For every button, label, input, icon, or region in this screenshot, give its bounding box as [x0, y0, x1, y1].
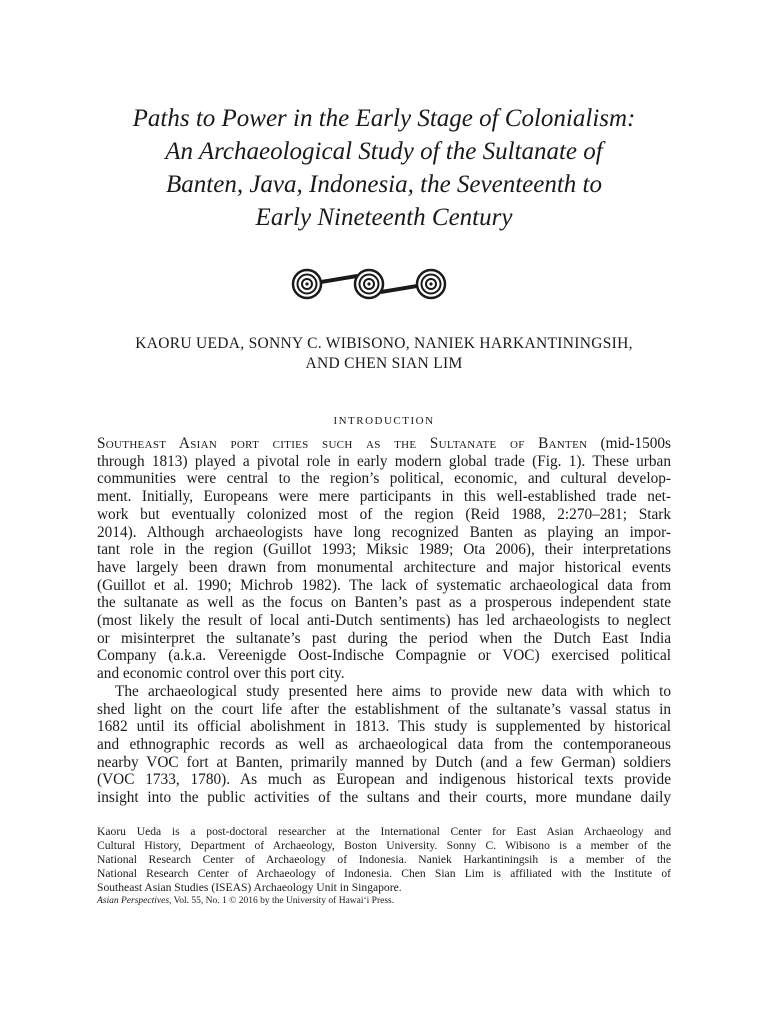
- author-line: KAORU UEDA, SONNY C. WIBISONO, NANIEK HARKANTININGSIH,: [135, 335, 633, 352]
- paragraph-line: and economic control over this port city.: [97, 665, 345, 683]
- author-line: AND CHEN SIAN LIM: [305, 355, 463, 372]
- paragraph-line: the sultanate as well as the focus on Banten’s past as a prosperous independent state: [97, 594, 671, 612]
- paragraph-line: (most likely the result of local anti-Dutch sentiments) has led archaeologists to neglect: [97, 612, 671, 630]
- paragraph-line: insight into the public activities of the sultans and their courts, more mundane daily: [97, 789, 671, 807]
- paragraph-line: 1682 until its official abolishment in 1813. This study is supplemented by historical: [97, 718, 671, 736]
- spiral-ornament-icon: [291, 266, 447, 302]
- paragraph-line: ment. Initially, Europeans were mere participants in this well-established trade net-: [97, 488, 671, 506]
- paragraph-line: through 1813) played a pivotal role in early modern global trade (Fig. 1). These urban: [97, 452, 671, 470]
- footnote-line: Southeast Asian Studies (ISEAS) Archaeology Unit in Singapore.: [97, 881, 402, 894]
- journal-citation: [97, 895, 671, 907]
- journal-name: Asian Perspectives: [97, 896, 170, 906]
- lead-smallcaps: Southeast Asian port cities such as the Sultanate of Banten: [97, 435, 588, 452]
- title-line: An Archaeological Study of the Sultanate of: [165, 138, 603, 165]
- paragraph-line: The archaeological study presented here aims to provide new data with which to: [115, 682, 671, 700]
- paragraph-line: (Guillot et al. 1990; Michrob 1982). The lack of systematic archaeological data from: [97, 576, 671, 594]
- body-text: [97, 435, 671, 807]
- paragraph-line: or misinterpret the sultanate’s past during the period when the Dutch East India: [97, 629, 671, 647]
- paragraph-line: 2014). Although archaeologists have long recognized Banten as playing an impor-: [97, 523, 671, 541]
- footnote-line: Cultural History, Department of Archaeology, Boston University. Sonny C. Wibisono is a member of the: [97, 839, 671, 852]
- author-list: [96, 334, 672, 374]
- author-affiliation-footnote: [97, 825, 671, 895]
- paragraph-line: Company (a.k.a. Vereenigde Oost-Indische Compagnie or VOC) exercised political: [97, 647, 671, 665]
- lead-rest: (mid-1500s: [587, 435, 672, 452]
- section-heading: introduction: [333, 412, 435, 428]
- paragraph-line: communities were central to the region’s political, economic, and cultural develop-: [97, 470, 671, 488]
- footnote-line: National Research Center of Archaeology of Indonesia. Naniek Harkantiningsih is a member of the: [97, 853, 671, 866]
- paragraph-line: work but eventually colonized most of the region (Reid 1988, 2:270–281; Stark: [97, 505, 671, 523]
- paragraph-line: shed light on the court life after the establishment of the sultanate’s vassal status in: [97, 700, 671, 718]
- paragraph-line: and ethnographic records as well as archaeological data from the contemporaneous: [97, 735, 671, 753]
- paragraph-line: tant role in the region (Guillot 1993; Miksic 1989; Ota 2006), their interpretations: [97, 541, 671, 559]
- footnote-line: National Research Center of Archaeology of Indonesia. Chen Sian Lim is affiliated with the Institute of: [97, 867, 671, 880]
- title-line: Banten, Java, Indonesia, the Seventeenth to: [166, 171, 602, 198]
- paragraph-line: (VOC 1733, 1780). As much as European and indigenous historical texts provide: [97, 771, 671, 789]
- paragraph-line: [97, 435, 671, 453]
- journal-details: , Vol. 55, No. 1 © 2016 by the University of Hawai‘i Press.: [169, 896, 395, 906]
- title-line: Early Nineteenth Century: [255, 204, 513, 231]
- title-line: Paths to Power in the Early Stage of Colonialism:: [132, 105, 636, 132]
- footnote-line: Kaoru Ueda is a post-doctoral researcher at the International Center for East Asian Archaeology and: [97, 825, 671, 838]
- paragraph-line: nearby VOC fort at Banten, primarily manned by Dutch (and a few German) soldiers: [97, 753, 671, 771]
- paragraph-line: have largely been drawn from monumental architecture and major historical events: [97, 558, 671, 576]
- article-title: [96, 102, 672, 234]
